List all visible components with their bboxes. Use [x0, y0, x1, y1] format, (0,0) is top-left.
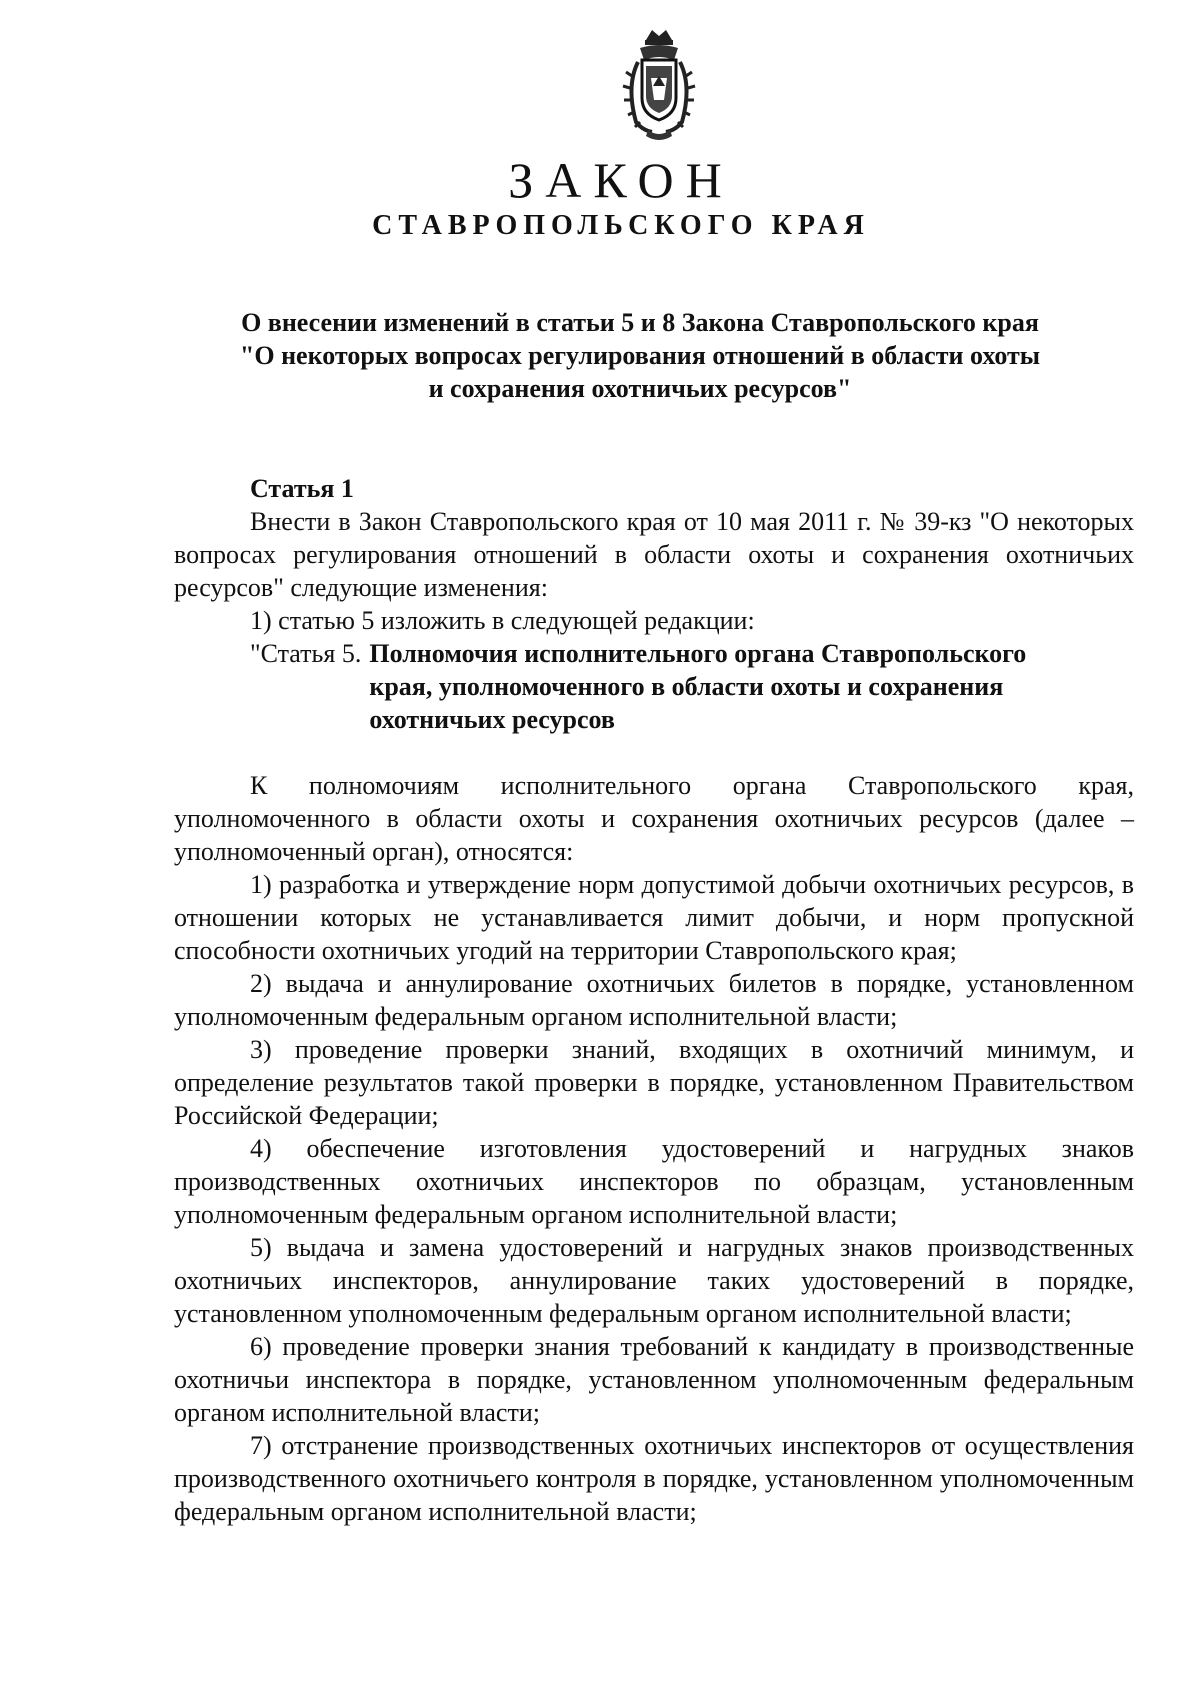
- list-item: 1) разработка и утверждение норм допустимой добычи охотничьих ресурсов, в отношении которых не устанавливается лимит добычи, и норм пропускной способности охотничьих угодий на территории Ставропольского края;: [174, 870, 1134, 965]
- list-item: 2) выдача и аннулирование охотничьих билетов в порядке, установленном уполномоченным федеральным органом исполнительной власти;: [174, 969, 1134, 1031]
- list-item: 4) обеспечение изготовления удостоверений и нагрудных знаков производственных охотничьих инспекторов по образцам, установленным уполномоченным федеральным органом исполнительной власти;: [174, 1134, 1134, 1229]
- document-heading: [150, 306, 1130, 405]
- list-item: 7) отстранение производственных охотничьих инспекторов от осуществления производственного охотничьего контроля в порядке, установленном уполномоченным федеральным органом исполнительной власти;: [174, 1431, 1134, 1526]
- stavropol-coat-of-arms-icon: [618, 26, 700, 144]
- article5-prefix: "Статья 5.: [250, 639, 362, 668]
- article-intro: Внести в Закон Ставропольского края от 10 мая 2011 г. № 39-кз "О некоторых вопросах регулирования отношений в области охоты и сохранения охотничьих ресурсов" следующие изменения:: [174, 507, 1134, 602]
- list-item: 5) выдача и замена удостоверений и нагрудных знаков производственных охотничьих инспекторов, аннулирование таких удостоверений в порядке, установленном уполномоченным федеральным органом исполнительной власти;: [174, 1233, 1134, 1328]
- article5-intro: К полномочиям исполнительного органа Ставропольского края, уполномоченного в области охоты и сохранения охотничьих ресурсов (далее – уполномоченный орган), относятся:: [174, 771, 1134, 866]
- heading-line: О внесении изменений в статьи 5 и 8 Закона Ставропольского края: [241, 308, 1039, 337]
- heading-line: "О некоторых вопросах регулирования отношений в области охоты: [239, 341, 1041, 370]
- list-item: 6) проведение проверки знания требований к кандидату в производственные охотничьи инспектора в порядке, установленном уполномоченным федеральным органом исполнительной власти;: [174, 1332, 1134, 1427]
- heading-line: и сохранения охотничьих ресурсов": [428, 374, 852, 403]
- law-subtitle: СТАВРОПОЛЬСКОГО КРАЯ: [372, 210, 870, 241]
- article5-title: Полномочия исполнительного органа Ставропольского края, уполномоченного в области охоты и сохранения охотничьих ресурсов: [369, 639, 1027, 734]
- law-title: ЗАКОН: [508, 152, 734, 208]
- list-item: 3) проведение проверки знаний, входящих в охотничий минимум, и определение результатов такой проверки в порядке, установленном Правительством Российской Федерации;: [174, 1035, 1134, 1130]
- article-label: Статья 1: [250, 474, 354, 503]
- spacer: [174, 736, 1134, 769]
- article5-heading: [174, 637, 1134, 736]
- document-body: [174, 472, 1134, 1528]
- amendment-item: 1) статью 5 изложить в следующей редакции:: [250, 606, 755, 635]
